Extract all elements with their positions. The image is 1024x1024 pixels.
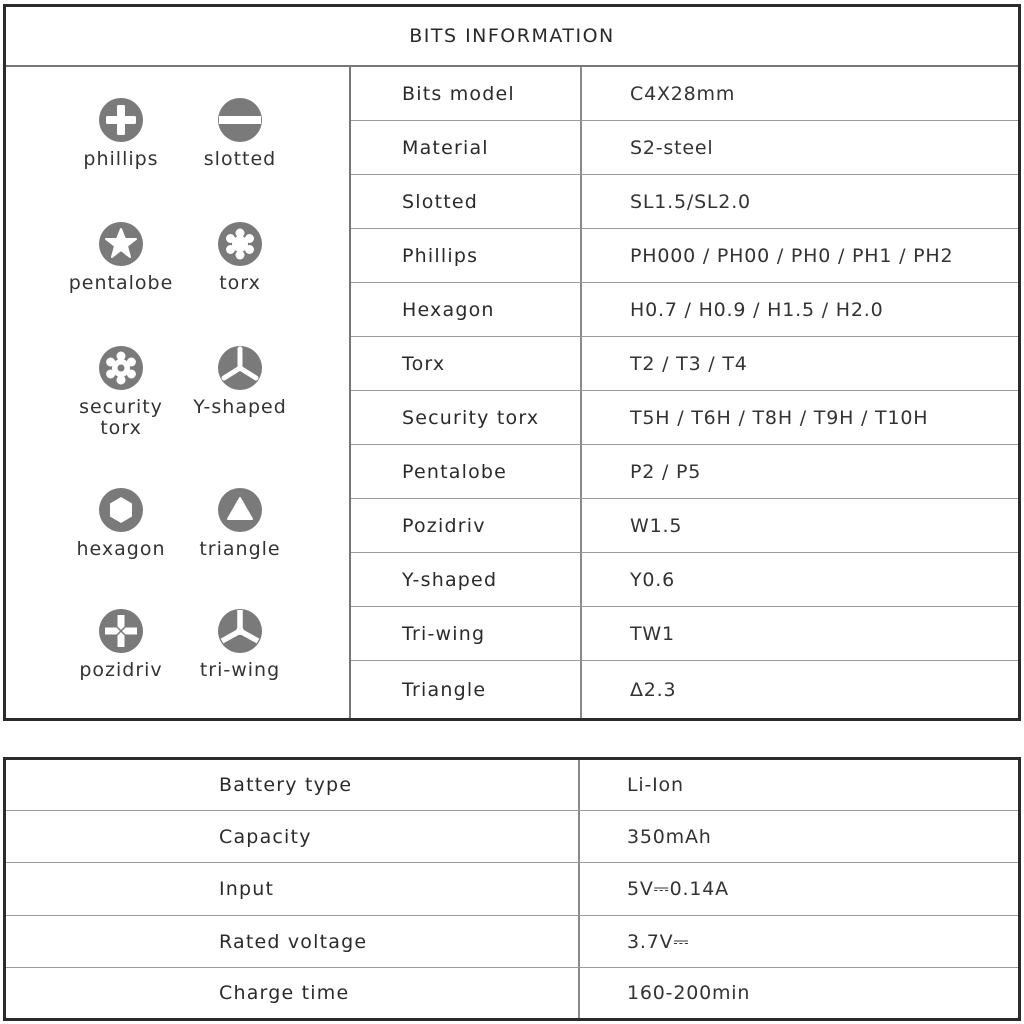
row-value: C4X28mm bbox=[630, 82, 736, 105]
bit-icon-label: phillips bbox=[83, 148, 159, 170]
bit-icon-label: slotted bbox=[203, 148, 277, 170]
bit-icon-cell bbox=[170, 345, 310, 418]
table-row bbox=[351, 175, 1018, 229]
table-row bbox=[351, 553, 1018, 607]
table-row bbox=[351, 337, 1018, 391]
row-label: Pentalobe bbox=[402, 460, 508, 483]
row-label: Rated voltage bbox=[219, 930, 368, 953]
table-row bbox=[6, 863, 1018, 916]
row-label: Slotted bbox=[402, 190, 479, 213]
bit-icons-panel bbox=[6, 67, 351, 718]
bit-icon-label: pentalobe bbox=[68, 272, 174, 294]
bit-icon-cell bbox=[170, 221, 310, 294]
table-row bbox=[351, 67, 1018, 121]
row-value: Δ2.3 bbox=[630, 678, 677, 701]
table-title: BITS INFORMATION bbox=[6, 7, 1018, 67]
triangle-icon bbox=[217, 487, 263, 533]
table-row bbox=[351, 661, 1018, 718]
row-label: Torx bbox=[402, 352, 446, 375]
bits-information-table bbox=[3, 4, 1021, 721]
bit-icon-label: torx bbox=[219, 272, 261, 294]
row-label: Hexagon bbox=[402, 298, 495, 321]
row-label: Phillips bbox=[402, 244, 479, 267]
phillips-icon bbox=[98, 97, 144, 143]
row-label: Y-shaped bbox=[402, 568, 498, 591]
row-value: W1.5 bbox=[630, 514, 683, 537]
y-shaped-icon bbox=[217, 345, 263, 391]
row-label: Input bbox=[219, 878, 275, 900]
table-row bbox=[351, 229, 1018, 283]
row-label: Triangle bbox=[402, 678, 487, 701]
bit-icon-label: hexagon bbox=[76, 538, 166, 560]
row-value: T2 / T3 / T4 bbox=[630, 352, 748, 375]
row-value: Li-Ion bbox=[627, 774, 684, 796]
hexagon-icon bbox=[98, 487, 144, 533]
row-value: SL1.5/SL2.0 bbox=[630, 190, 751, 213]
row-label: Pozidriv bbox=[402, 514, 486, 537]
table-row bbox=[6, 760, 1018, 811]
bit-icon-cell bbox=[170, 608, 310, 681]
row-value: Y0.6 bbox=[630, 568, 676, 591]
row-value: H0.7 / H0.9 / H1.5 / H2.0 bbox=[630, 298, 884, 321]
table-row bbox=[351, 121, 1018, 175]
row-value: 5V⎓0.14A bbox=[627, 878, 729, 900]
row-label: Capacity bbox=[219, 825, 312, 848]
row-label: Material bbox=[402, 136, 489, 159]
row-label: Bits model bbox=[402, 82, 515, 105]
tri-wing-icon bbox=[217, 608, 263, 654]
bit-icon-label: triangle bbox=[199, 538, 281, 560]
row-value: T5H / T6H / T8H / T9H / T10H bbox=[630, 406, 929, 429]
pozidriv-icon bbox=[98, 608, 144, 654]
table-row bbox=[351, 283, 1018, 337]
row-label: Charge time bbox=[219, 982, 350, 1004]
table-row bbox=[6, 968, 1018, 1018]
row-label: Security torx bbox=[402, 406, 540, 429]
table-row bbox=[6, 811, 1018, 863]
bit-icon-label: Y-shaped bbox=[193, 396, 287, 418]
row-value: P2 / P5 bbox=[630, 460, 702, 483]
row-value: 350mAh bbox=[627, 825, 712, 848]
bit-icon-cell bbox=[170, 487, 310, 560]
row-value: S2-steel bbox=[630, 136, 714, 159]
table-row bbox=[6, 916, 1018, 968]
table-row bbox=[351, 445, 1018, 499]
bit-icon-label: tri-wing bbox=[199, 659, 281, 681]
slotted-icon bbox=[217, 97, 263, 143]
torx-icon bbox=[217, 221, 263, 267]
bit-icon-cell bbox=[170, 97, 310, 170]
row-label: Battery type bbox=[219, 774, 353, 796]
row-value: 3.7V⎓ bbox=[627, 930, 690, 953]
bit-icon-label: pozidriv bbox=[79, 659, 163, 681]
row-label: Tri-wing bbox=[402, 622, 486, 645]
table-row bbox=[351, 607, 1018, 661]
security-torx-icon bbox=[98, 345, 144, 391]
bit-icon-label: security torx bbox=[79, 396, 163, 439]
bits-spec-table bbox=[351, 67, 1018, 718]
row-value: 160-200min bbox=[627, 982, 751, 1004]
table-row bbox=[351, 499, 1018, 553]
row-value: TW1 bbox=[630, 622, 675, 645]
row-value: PH000 / PH00 / PH0 / PH1 / PH2 bbox=[630, 244, 954, 267]
table-row bbox=[351, 391, 1018, 445]
pentalobe-icon bbox=[98, 221, 144, 267]
battery-information-table bbox=[3, 757, 1021, 1021]
